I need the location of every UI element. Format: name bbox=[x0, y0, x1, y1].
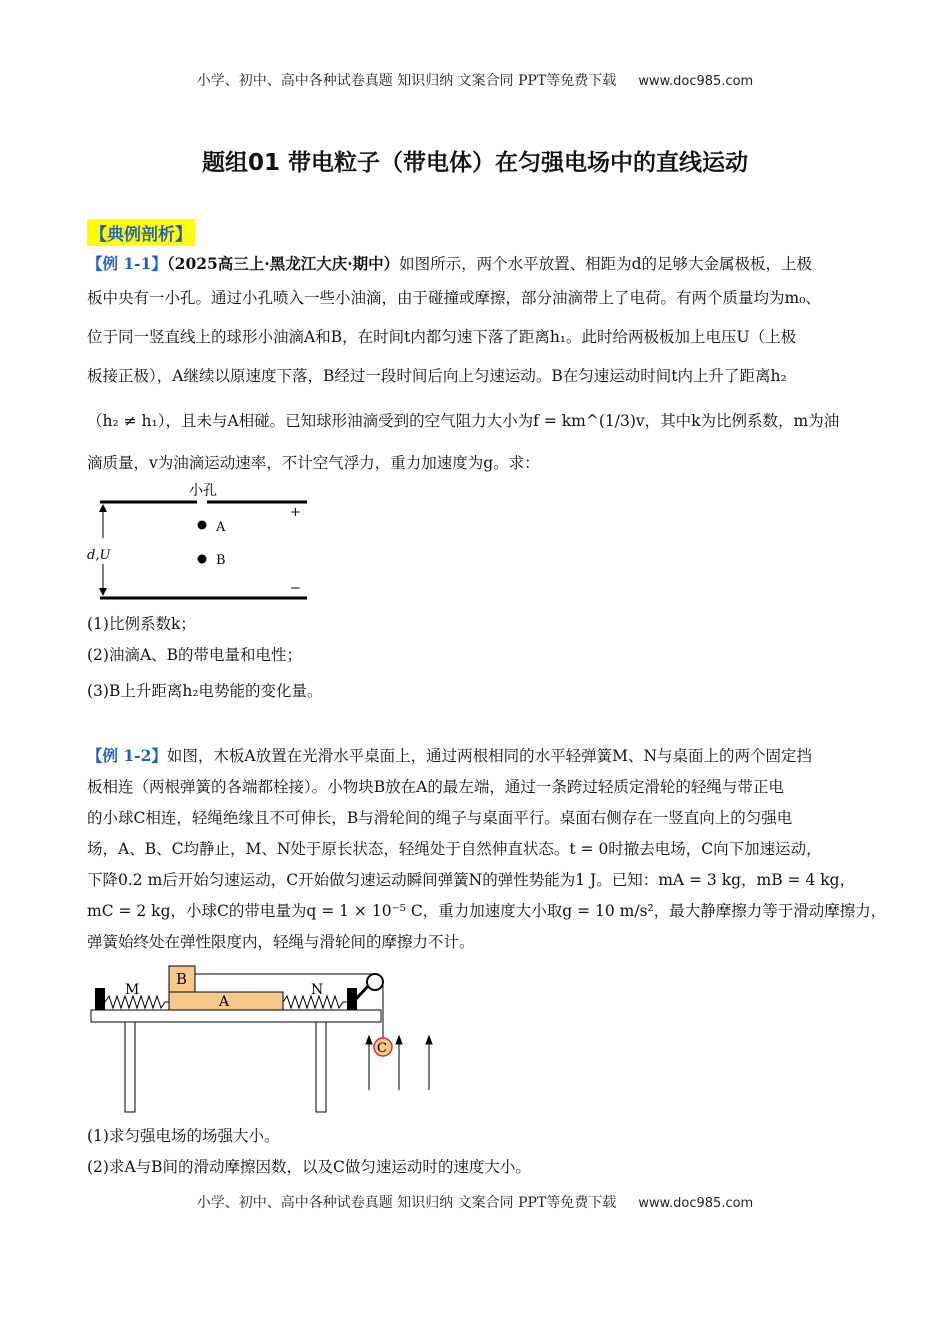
ex2-question-2: (2)求A与B间的滑动摩擦因数，以及C做匀速运动时的速度大小。 bbox=[87, 1158, 531, 1176]
ex1-question-2: (2)油滴A、B的带电量和电性； bbox=[87, 646, 303, 664]
label-a: A bbox=[216, 520, 226, 535]
minus-label: − bbox=[290, 581, 301, 596]
ex2-line-6: 弹簧始终处在弹性限度内，轻绳与滑轮间的摩擦力不计。 bbox=[87, 933, 475, 951]
pulley bbox=[367, 974, 383, 990]
label-m: M bbox=[125, 982, 140, 998]
ex1-tag: 【例 1-1】 bbox=[87, 254, 167, 273]
ex2-line-0 bbox=[87, 746, 812, 766]
left-stop bbox=[95, 988, 105, 1010]
label-b: B bbox=[216, 553, 226, 568]
page-footer bbox=[0, 1192, 950, 1212]
page-header bbox=[0, 70, 950, 90]
label-a2: A bbox=[219, 994, 230, 1010]
ex2-question-1: (1)求匀强电场的场强大小。 bbox=[87, 1127, 280, 1145]
page-title: 题组01 带电粒子（带电体）在匀强电场中的直线运动 bbox=[201, 150, 748, 176]
ex2-tag: 【例 1-2】 bbox=[87, 746, 167, 765]
footer-url[interactable]: www.doc985.com bbox=[638, 1196, 754, 1211]
ex2-line-1: 板相连（两根弹簧的各端都栓接）。小物块B放在A的最左端，通过一条跨过轻质定滑轮的轻绳与带正电 bbox=[87, 778, 784, 796]
header-url[interactable]: www.doc985.com bbox=[638, 74, 754, 89]
label-c: C bbox=[377, 1041, 387, 1056]
ex1-source: （2025高三上·黑龙江大庆·期中） bbox=[166, 254, 400, 273]
label-n: N bbox=[311, 982, 324, 998]
drop-b bbox=[198, 555, 207, 564]
section-heading: 【典例剖析】 bbox=[87, 219, 195, 246]
spring-table-diagram bbox=[85, 960, 445, 1115]
ex1-line-0 bbox=[87, 254, 812, 274]
capacitor-diagram bbox=[85, 478, 315, 606]
ex1-line-4: （h₂ ≠ h₁），且未与A相碰。已知球形油滴受到的空气阻力大小为f = km^(1/3)v，其中k为比例系数，m为油 bbox=[87, 412, 840, 430]
ex2-line-4: 下降0.2 m后开始匀速运动，C开始做匀速运动瞬间弹簧N的弹性势能为1 J。已知：mA = 3 kg，mB = 4 kg， bbox=[87, 871, 856, 889]
ex1-question-1: (1)比例系数k； bbox=[87, 615, 196, 633]
ex1-line-1: 板中央有一小孔。通过小孔喷入一些小油滴，由于碰撞或摩擦，部分油滴带上了电荷。有两个质量均为m₀、 bbox=[87, 289, 821, 307]
label-b2: B bbox=[176, 970, 188, 988]
ex2-line-3: 场，A、B、C均静止，M、N处于原长状态，轻绳处于自然伸直状态。t = 0时撤去电场，C向下加速运动， bbox=[87, 840, 822, 858]
ex2-line-5: mC = 2 kg，小球C的带电量为q = 1 × 10⁻⁵ C，重力加速度大小取g = 10 m/s²，最大静摩擦力等于滑动摩擦力， bbox=[87, 902, 887, 920]
drop-a bbox=[198, 521, 207, 530]
ex2-text: 如图，木板A放置在光滑水平桌面上，通过两根相同的水平轻弹簧M、N与桌面上的两个固定挡 bbox=[166, 747, 813, 765]
ex1-line-3: 板接正极），A继续以原速度下落，B经过一段时间后向上匀速运动。B在匀速运动时间t内上升了距离h₂ bbox=[87, 367, 787, 385]
d-u-label: d,U bbox=[87, 548, 111, 563]
footer-text: 小学、初中、高中各种试卷真题 知识归纳 文案合同 PPT等免费下载 bbox=[196, 1195, 617, 1211]
ex2-line-2: 的小球C相连，轻绳绝缘且不可伸长，B与滑轮间的绳子与桌面平行。桌面右侧存在一竖直向上的匀强电 bbox=[87, 809, 793, 827]
plus-label: + bbox=[290, 505, 301, 520]
header-text: 小学、初中、高中各种试卷真题 知识归纳 文案合同 PPT等免费下载 bbox=[196, 73, 617, 89]
ex1-line-2: 位于同一竖直线上的球形小油滴A和B，在时间t内都匀速下落了距离h₁。此时给两极板加上电压U（上极 bbox=[87, 328, 797, 346]
ex1-text: 如图所示，两个水平放置、相距为d的足够大金属极板，上极 bbox=[399, 255, 813, 273]
ex1-question-3: (3)B上升距离h₂电势能的变化量。 bbox=[87, 682, 323, 700]
ex1-line-5: 滴质量，v为油滴运动速率，不计空气浮力，重力加速度为g。求： bbox=[87, 454, 540, 472]
hole-label: 小孔 bbox=[189, 483, 217, 499]
